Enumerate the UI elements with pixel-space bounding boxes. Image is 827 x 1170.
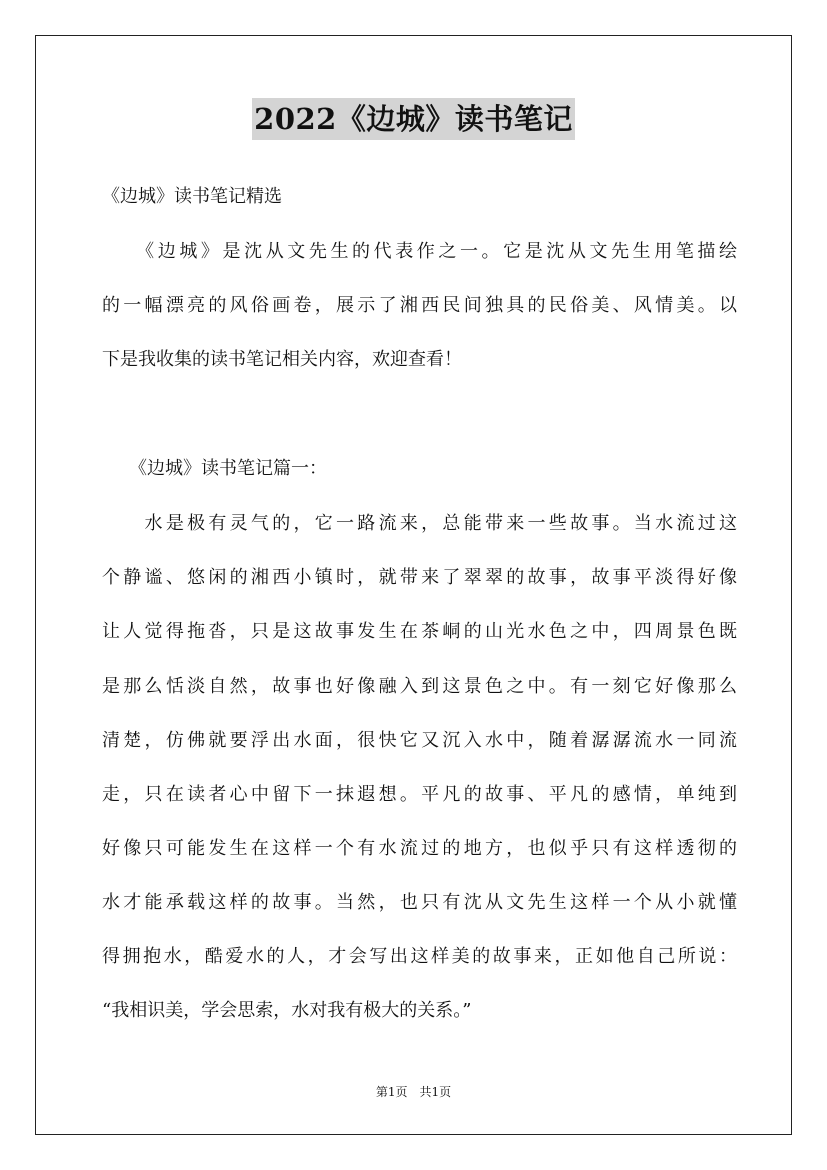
- document-title-container: [0, 97, 827, 138]
- body-line: “我相识美，学会思索，水对我有极大的关系。”: [102, 1000, 472, 1021]
- document-subtitle: 《边城》读书笔记精选: [102, 186, 282, 207]
- body-line: 让人觉得拖沓，只是这故事发生在茶峒的山光水色之中，四周景色既: [102, 621, 737, 642]
- page-footer: 第1页 共1页: [375, 1085, 452, 1099]
- body-line: 得拥抱水，酷爱水的人，才会写出这样美的故事来，正如他自己所说：: [102, 946, 737, 967]
- intro-line: 下是我收集的读书笔记相关内容，欢迎查看！: [102, 349, 462, 370]
- body-line: 水才能承载这样的故事。当然，也只有沈从文先生这样一个从小就懂: [102, 892, 737, 913]
- body-line: 水是极有灵气的，它一路流来，总能带来一些故事。当水流过这: [102, 513, 737, 534]
- document-title: 2022《边城》读书笔记: [252, 98, 575, 140]
- section-heading: 《边城》读书笔记篇一：: [102, 458, 327, 479]
- body-line: 走，只在读者心中留下一抹遐想。平凡的故事、平凡的感情，单纯到: [102, 784, 737, 805]
- intro-line: 《边城》是沈从文先生的代表作之一。它是沈从文先生用笔描绘: [102, 241, 737, 262]
- body-line: 清楚，仿佛就要浮出水面，很快它又沉入水中，随着潺潺流水一同流: [102, 730, 737, 751]
- body-line: 个静谧、悠闲的湘西小镇时，就带来了翠翠的故事，故事平淡得好像: [102, 567, 737, 588]
- body-line: 好像只可能发生在这样一个有水流过的地方，也似乎只有这样透彻的: [102, 838, 737, 859]
- body-line: 是那么恬淡自然，故事也好像融入到这景色之中。有一刻它好像那么: [102, 676, 737, 697]
- intro-line: 的一幅漂亮的风俗画卷，展示了湘西民间独具的民俗美、风情美。以: [102, 295, 737, 316]
